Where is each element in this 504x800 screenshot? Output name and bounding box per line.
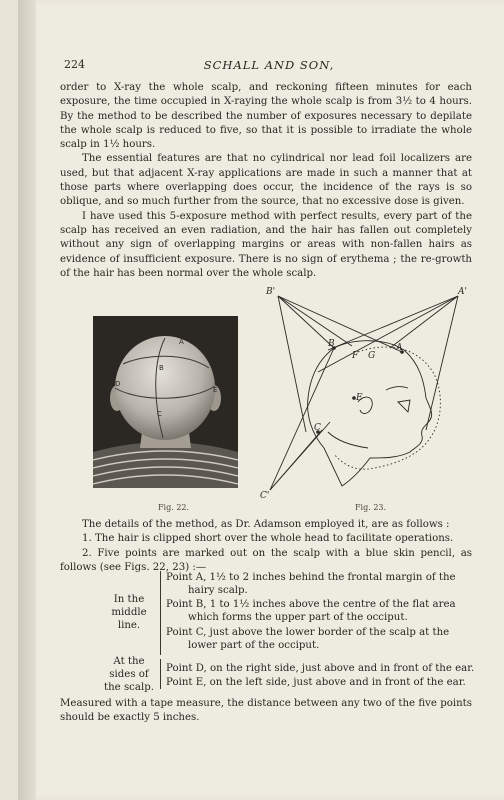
brace-middle bbox=[160, 571, 161, 655]
closing-paragraph bbox=[60, 697, 472, 726]
point-d: Point D, on the right side, just above and in front of the ear. bbox=[166, 663, 475, 674]
fig23-label-e: E bbox=[356, 393, 363, 403]
fig23-label-c: C bbox=[314, 423, 321, 433]
point-c: Point C, just above the lower border of the scalp at the lower part of the occiput. bbox=[166, 627, 450, 652]
brace-sides bbox=[160, 659, 161, 689]
paragraph: The essential features are that no cylindrical nor lead foil localizers are used, but that adjacent X-ray applications are made in such a manner that at those parts where overlapping does occur, the incidence of the rays is so oblique, and so much further from the source, that no excessive dose is given. bbox=[60, 153, 472, 208]
sides-label: At the sides of the scalp. bbox=[104, 656, 154, 694]
running-header bbox=[64, 58, 474, 74]
body-text-middle bbox=[60, 518, 472, 575]
point-b: Point B, 1 to 1½ inches above the centre of the flat area which forms the upper part of the occiput. bbox=[166, 599, 456, 624]
figure-23-diagram bbox=[258, 282, 480, 500]
point-e: Point E, on the left side, just above and in front of the ear. bbox=[166, 677, 466, 688]
figure-22-caption: Fig. 22. bbox=[158, 503, 190, 512]
fig22-label-d: D bbox=[115, 380, 121, 388]
paragraph: The details of the method, as Dr. Adamson employed it, are as follows : bbox=[82, 519, 450, 530]
fig23-label-a-prime: A' bbox=[458, 287, 467, 297]
running-title: SCHALL AND SON, bbox=[203, 58, 335, 72]
body-text-top bbox=[60, 81, 472, 281]
fig22-label-c: C bbox=[157, 410, 162, 418]
fig23-label-c-prime: C' bbox=[260, 491, 270, 500]
fig23-label-b-prime: B' bbox=[266, 287, 276, 297]
points-table bbox=[60, 569, 474, 699]
fig22-label-e: E bbox=[213, 386, 218, 394]
fig23-label-b: B bbox=[328, 339, 335, 349]
page-gutter bbox=[18, 0, 36, 800]
middle-line-label: In the middle line. bbox=[111, 594, 147, 632]
paragraph: Measured with a tape measure, the distance between any two of the five points should be exactly 5 inches. bbox=[60, 698, 472, 724]
paragraph: 1. The hair is clipped short over the whole head to facilitate operations. bbox=[82, 533, 454, 545]
fig23-label-a: A bbox=[396, 343, 403, 353]
page-number: 224 bbox=[64, 58, 85, 71]
paragraph: I have used this 5-exposure method with perfect results, every part of the scalp has received an even radiation, and the hair has fallen out completely without any sign of overlapping margins or areas with non-fallen hairs as evidence of insufficient exposure. There is no sign of erythema ; the re-growth of the hair has been normal over the whole scalp. bbox=[60, 210, 472, 279]
fig23-label-g: G bbox=[368, 351, 376, 361]
point-a: Point A, 1½ to 2 inches behind the frontal margin of the hairy scalp. bbox=[166, 572, 456, 597]
paragraph: order to X-ray the whole scalp, and reckoning fifteen minutes for each exposure, the time occupied in X-raying the whole scalp is from 3½ to 4 hours. By the method to be described the number of exposures necessary to depilate the whole scalp is reduced to five, so that it is possible to irradiate the whole scalp in 1½ hours. bbox=[60, 82, 472, 151]
fig22-label-b: B bbox=[159, 364, 164, 372]
fig22-label-a: A bbox=[179, 338, 184, 346]
fig23-label-f: F bbox=[352, 351, 359, 361]
figure-22-photograph bbox=[93, 316, 238, 488]
paragraph: 2. Five points are marked out on the scalp with a blue skin pencil, as follows (see Figs. 22, 23) :— bbox=[60, 547, 472, 573]
figure-23-caption: Fig. 23. bbox=[355, 503, 387, 512]
